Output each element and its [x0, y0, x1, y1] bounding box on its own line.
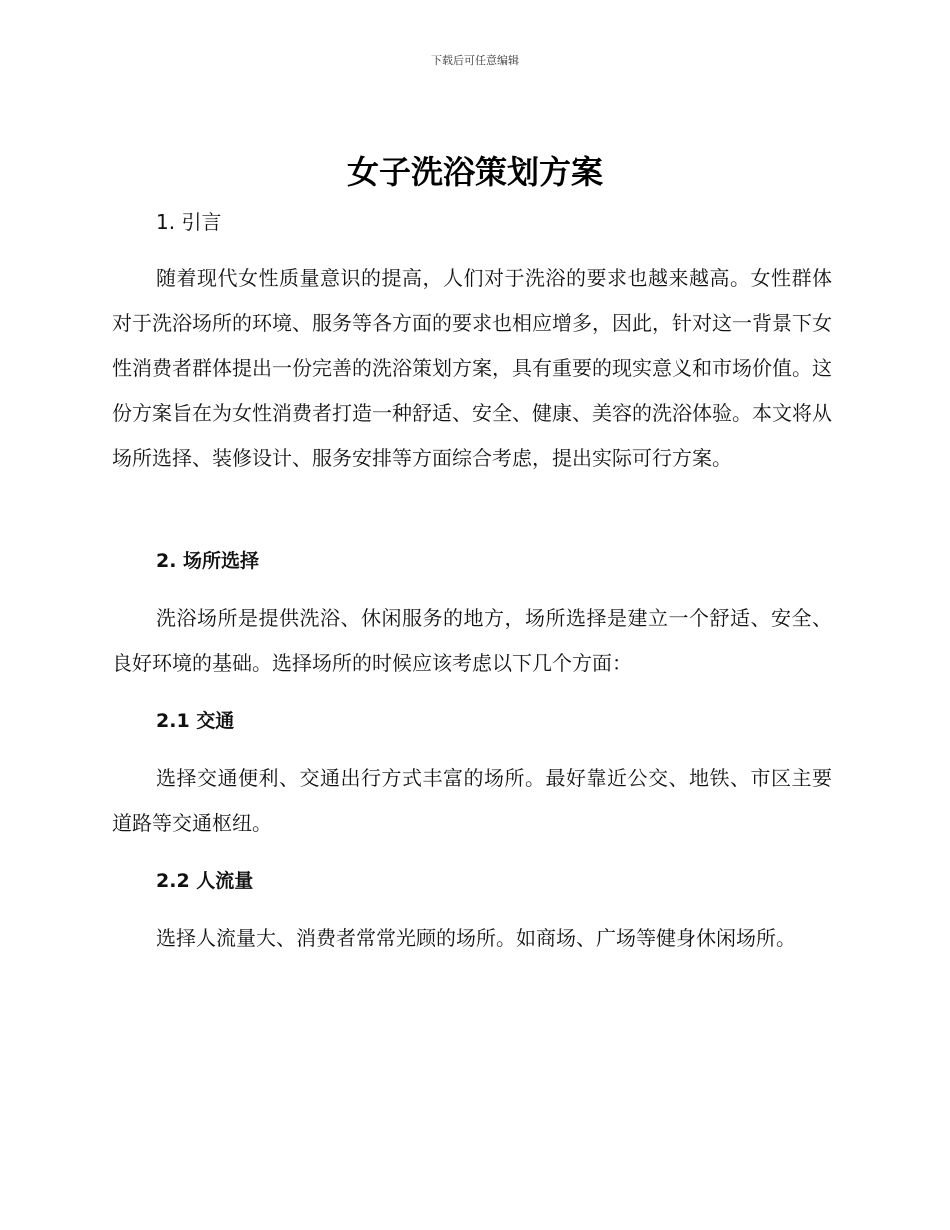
section-heading-footfall: 2.2 人流量	[156, 870, 254, 892]
paragraph-venue: 洗浴场所是提供洗浴、休闲服务的地方，场所选择是建立一个舒适、安全、良好环境的基础。选择场所的时候应该考虑以下几个方面：	[112, 606, 832, 675]
section-heading-traffic: 2.1 交通	[156, 710, 235, 732]
paragraph-intro: 随着现代女性质量意识的提高，人们对于洗浴的要求也越来越高。女性群体对于洗浴场所的环境、服务等各方面的要求也相应增多，因此，针对这一背景下女性消费者群体提出一份完善的洗浴策划方案，具有重要的现实意义和市场价值。这份方案旨在为女性消费者打造一种舒适、安全、健康、美容的洗浴体验。本文将从场所选择、装修设计、服务安排等方面综合考虑，提出实际可行方案。	[112, 266, 832, 470]
paragraph-traffic: 选择交通便利、交通出行方式丰富的场所。最好靠近公交、地铁、市区主要道路等交通枢纽。	[112, 766, 832, 835]
section-heading-intro: 1. 引言	[156, 210, 222, 234]
section-heading-venue: 2. 场所选择	[156, 550, 260, 572]
page-header: 下载后可任意编辑	[431, 54, 519, 67]
document-title: 女子洗浴策划方案	[346, 153, 603, 191]
paragraph-footfall: 选择人流量大、消费者常常光顾的场所。如商场、广场等健身休闲场所。	[156, 926, 796, 950]
